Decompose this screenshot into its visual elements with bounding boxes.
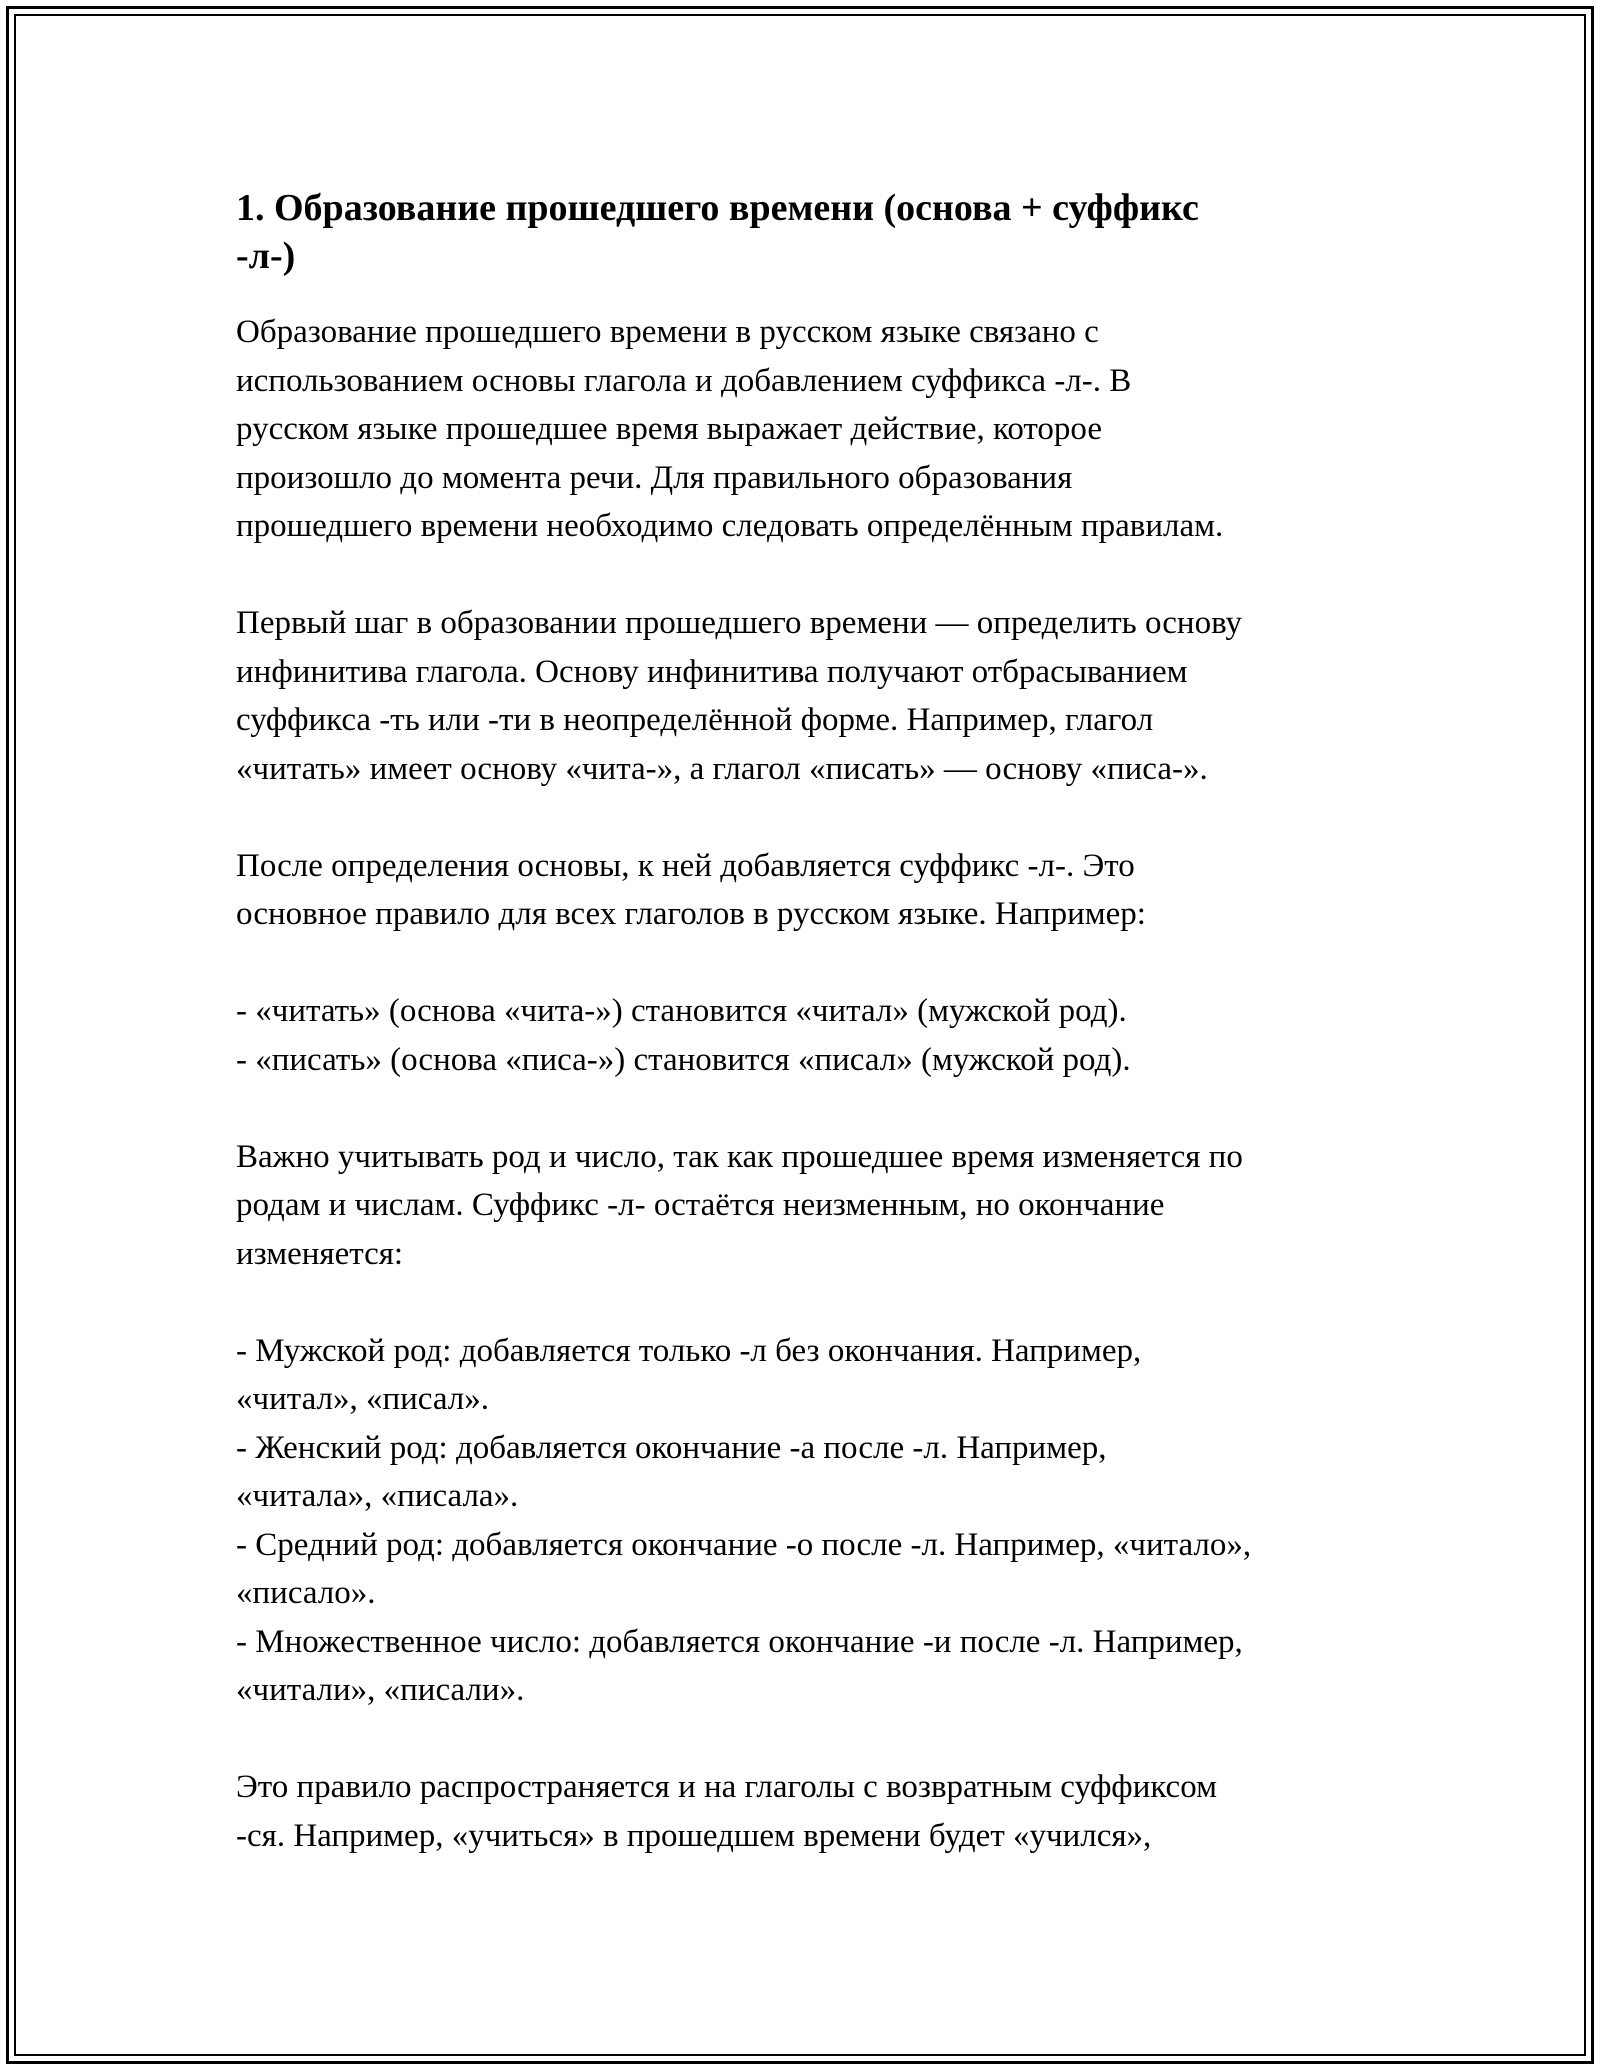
text-line: использованием основы глагола и добавлением суффикса -л-. В [236, 362, 1132, 399]
text-line: родам и числам. Суффикс -л- остаётся неизменным, но окончание [236, 1187, 1165, 1223]
text-line: русском языке прошедшее время выражает действие, которое [236, 411, 1102, 447]
gender-endings-list [236, 1327, 1376, 1715]
document-body [236, 184, 1376, 1860]
list-item: - Множественное число: добавляется окончание -и после -л. Например, [236, 1623, 1243, 1660]
example-list [236, 987, 1376, 1084]
paragraph-gender-number [236, 1133, 1376, 1279]
text-line: изменяется: [236, 1235, 404, 1272]
paragraph-first-step [236, 599, 1376, 793]
text-line: Образование прошедшего времени в русском языке связано с [236, 314, 1099, 350]
paragraph-intro [236, 308, 1376, 551]
list-item: - Женский род: добавляется окончание -а после -л. Например, [236, 1429, 1107, 1466]
text-line: прошедшего времени необходимо следовать определённым правилам. [236, 508, 1224, 544]
text-line: Первый шаг в образовании прошедшего времени — определить основу [236, 605, 1243, 641]
text-line: произошло до момента речи. Для правильного образования [236, 459, 1073, 496]
paragraph-reflexive [236, 1763, 1376, 1860]
text-line: Это правило распространяется и на глаголы с возвратным суффиксом [236, 1769, 1217, 1805]
text-line: -ся. Например, «учиться» в прошедшем времени будет «учился», [236, 1817, 1152, 1854]
list-item: «писало». [236, 1575, 376, 1611]
section-heading [236, 184, 1376, 280]
list-item: «читала», «писала». [236, 1478, 519, 1514]
paragraph-suffix-rule [236, 842, 1376, 939]
list-item: «читали», «писали». [236, 1672, 525, 1708]
list-item: «читал», «писал». [236, 1381, 490, 1417]
list-item: - Мужской род: добавляется только -л без окончания. Например, [236, 1332, 1142, 1369]
text-line: основное правило для всех глаголов в русском языке. Например: [236, 896, 1146, 932]
list-item: - Средний род: добавляется окончание -о после -л. Например, «читало», [236, 1526, 1252, 1563]
text-line: инфинитива глагола. Основу инфинитива получают отбрасыванием [236, 653, 1188, 690]
list-item: - «читать» (основа «чита-») становится «читал» (мужской род). [236, 993, 1127, 1029]
text-line: «читать» имеет основу «чита-», а глагол «писать» — основу «писа-». [236, 750, 1208, 787]
heading-line: -л-) [236, 235, 296, 277]
text-line: суффикса -ть или -ти в неопределённой форме. Например, глагол [236, 702, 1154, 738]
heading-line: 1. Образование прошедшего времени (основа + суффикс [236, 187, 1199, 229]
text-line: Важно учитывать род и число, так как прошедшее время изменяется по [236, 1138, 1243, 1175]
list-item: - «писать» (основа «писа-») становится «писал» (мужской род). [236, 1041, 1131, 1078]
text-line: После определения основы, к ней добавляется суффикс -л-. Это [236, 847, 1135, 884]
